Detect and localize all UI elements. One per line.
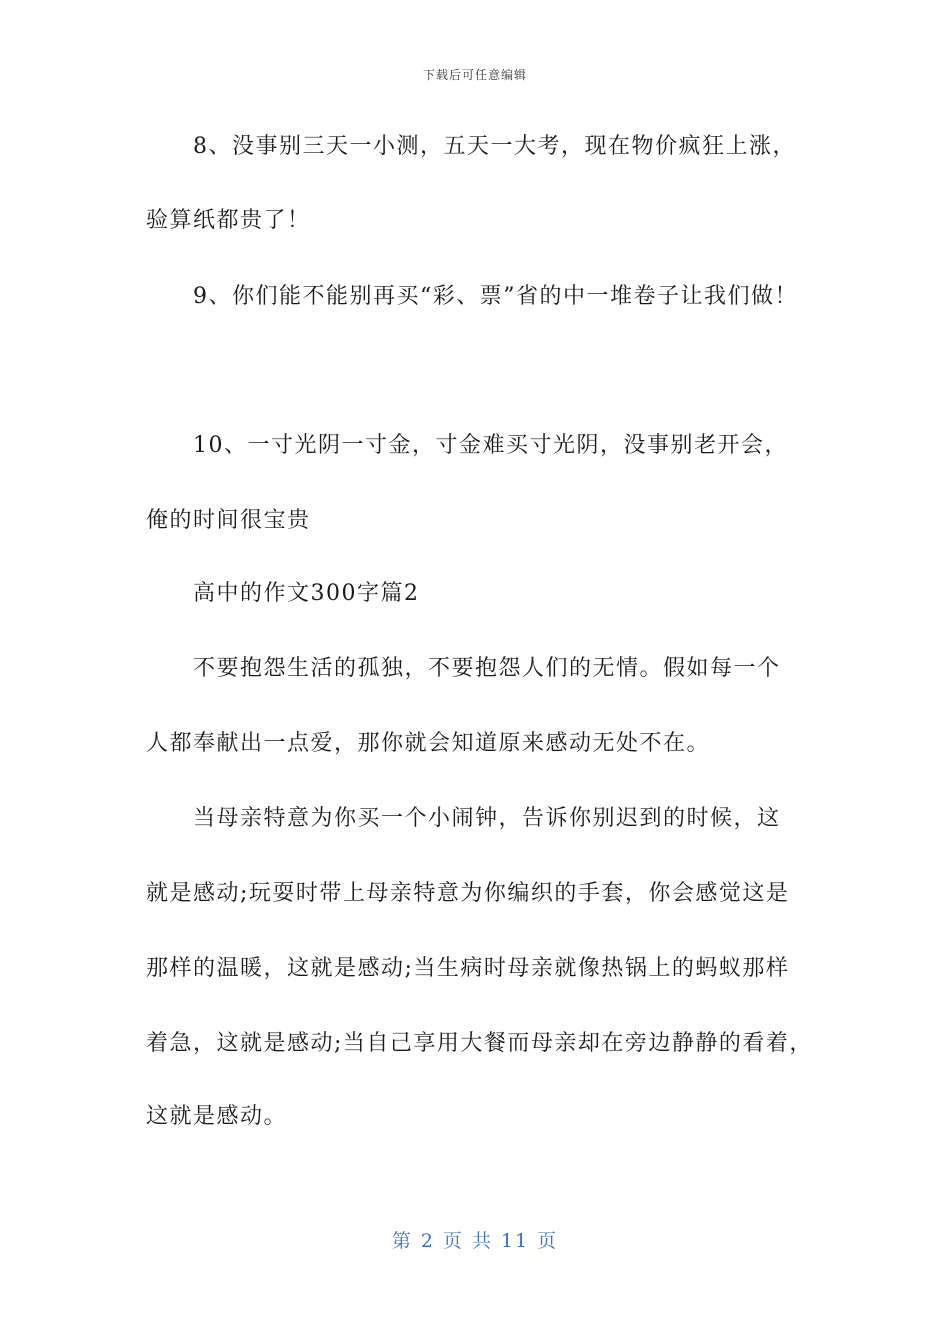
footer-prefix: 第 <box>391 1230 413 1252</box>
page-header: 下载后可任意编辑 <box>422 68 527 82</box>
paragraph-line: 俺的时间很宝贵 <box>146 508 311 533</box>
paragraph-line: 验算纸都贵了！ <box>146 208 311 233</box>
paragraph-line: 那样的温暖，这就是感动;当生病时母亲就像热锅上的蚂蚁那样 <box>146 956 790 981</box>
footer-total-pages: 11 <box>500 1230 530 1252</box>
footer-suffix: 页 <box>537 1230 559 1252</box>
paragraph-line: 就是感动;玩耍时带上母亲特意为你编织的手套，你会感觉这是 <box>146 881 790 906</box>
paragraph-line: 人都奉献出一点爱，那你就会知道原来感动无处不在。 <box>146 731 711 756</box>
footer-page-number: 2 <box>420 1230 435 1252</box>
section-heading: 高中的作文300字篇2 <box>193 581 420 606</box>
paragraph-line: 着急，这就是感动;当自己享用大餐而母亲却在旁边静静的看着， <box>146 1031 813 1056</box>
paragraph-line: 当母亲特意为你买一个小闹钟，告诉你别迟到的时候，这 <box>193 806 781 831</box>
paragraph-line: 这就是感动。 <box>146 1104 288 1129</box>
paragraph-line: 9、你们能不能别再买“彩、票”省的中一堆卷子让我们做！ <box>193 284 798 309</box>
paragraph-line: 不要抱怨生活的孤独，不要抱怨人们的无情。假如每一个 <box>193 656 781 681</box>
paragraph-line: 10、一寸光阴一寸金，寸金难买寸光阴，没事别老开会， <box>193 433 788 458</box>
page-footer <box>0 1226 950 1253</box>
footer-middle: 页 共 <box>442 1230 493 1252</box>
paragraph-line: 8、没事别三天一小测，五天一大考，现在物价疯狂上涨， <box>193 134 796 159</box>
